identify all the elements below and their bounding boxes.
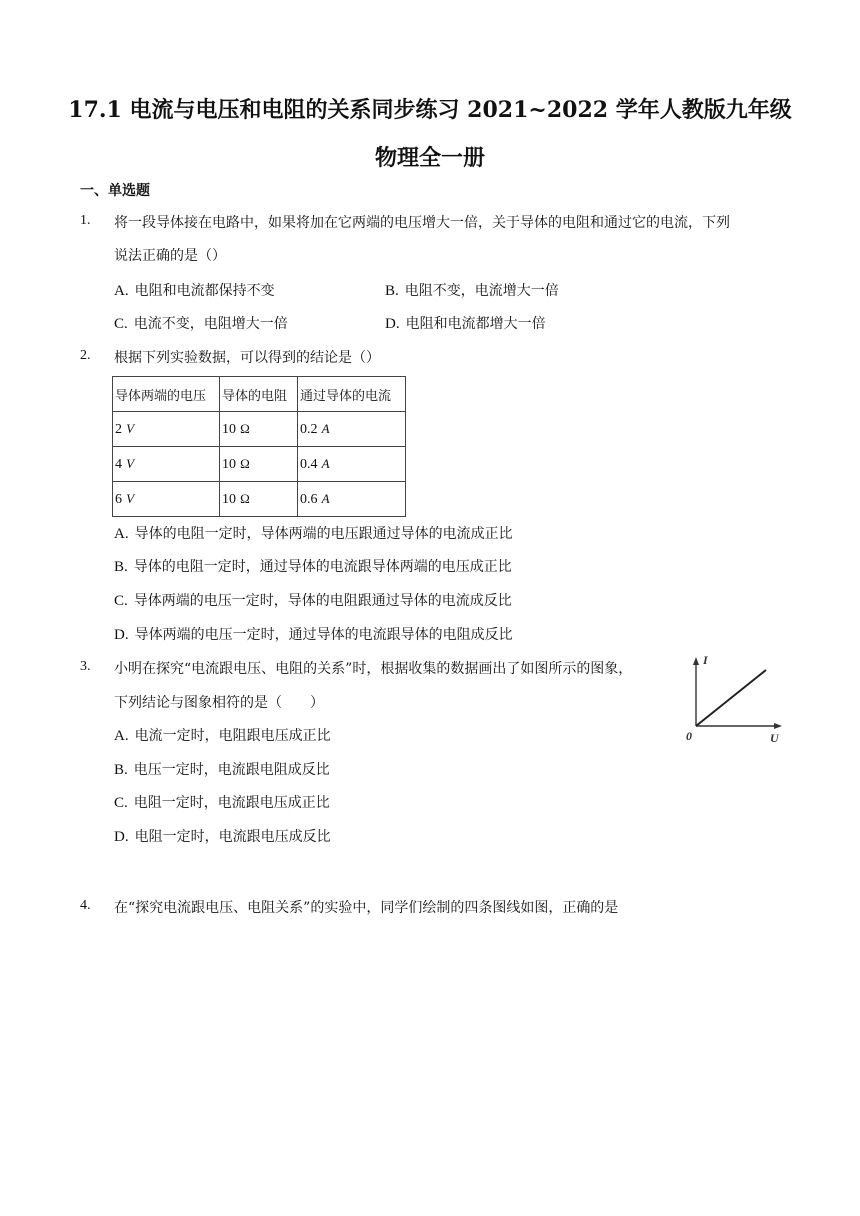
option-letter: B. xyxy=(385,283,399,299)
current-value: 0.4 xyxy=(300,456,318,472)
origin-label: 0 xyxy=(686,729,692,743)
current-cell xyxy=(298,482,406,517)
option-text: 电阻和电流都增大一倍 xyxy=(405,316,546,332)
voltage-cell xyxy=(113,447,220,482)
option-text: 电压一定时，电流跟电阻成反比 xyxy=(133,762,330,778)
resistance-unit: Ω xyxy=(240,420,250,436)
y-axis-arrow xyxy=(693,657,699,665)
resistance-unit: Ω xyxy=(240,455,250,471)
option-a[interactable] xyxy=(114,524,513,544)
resistance-unit: Ω xyxy=(240,490,250,506)
table-row xyxy=(113,447,406,482)
option-letter: D. xyxy=(114,627,129,643)
current-cell xyxy=(298,447,406,482)
option-letter: B. xyxy=(114,559,128,575)
table-header-cell: 导体的电阻 xyxy=(220,377,298,412)
section-heading: 一、单选题 xyxy=(80,183,150,199)
voltage-value: 2 xyxy=(115,421,122,437)
current-unit: A xyxy=(321,490,330,506)
option-text: 电阻和电流都保持不变 xyxy=(134,283,275,299)
option-letter: D. xyxy=(114,829,129,845)
table-header-cell: 导体两端的电压 xyxy=(113,377,220,412)
resistance-value: 10 xyxy=(222,421,236,437)
question-text-continued: 说法正确的是（） xyxy=(114,248,226,264)
current-unit: A xyxy=(321,455,330,471)
option-text: 导体的电阻一定时，通过导体的电流跟导体两端的电压成正比 xyxy=(133,559,512,575)
option-text: 电流不变，电阻增大一倍 xyxy=(133,316,288,332)
current-unit: A xyxy=(321,420,330,436)
table-row xyxy=(113,482,406,517)
voltage-unit: V xyxy=(126,490,135,506)
option-d[interactable] xyxy=(114,827,331,847)
x-axis-arrow xyxy=(774,723,782,729)
page-title xyxy=(40,86,820,182)
page-title-line1: 17.1 电流与电压和电阻的关系同步练习 2021~2022 学年人教版九年级 xyxy=(68,97,792,123)
page-title-line2: 物理全一册 xyxy=(374,145,485,171)
table-header-row xyxy=(113,377,406,412)
current-cell xyxy=(298,412,406,447)
option-letter: A. xyxy=(114,728,129,744)
option-letter: C. xyxy=(114,795,128,811)
question-number: 4. xyxy=(80,898,91,913)
option-b[interactable] xyxy=(114,760,330,780)
resistance-value: 10 xyxy=(222,491,236,507)
option-c[interactable] xyxy=(114,793,330,813)
question-number: 1. xyxy=(80,213,91,228)
option-d[interactable] xyxy=(385,314,546,334)
voltage-value: 6 xyxy=(115,491,122,507)
option-text: 导体两端的电压一定时，导体的电阻跟通过导体的电流成反比 xyxy=(133,593,512,609)
question-text: 将一段导体接在电路中，如果将加在它两端的电压增大一倍，关于导体的电阻和通过它的电流，下列 xyxy=(114,215,730,231)
question-number: 2. xyxy=(80,348,91,363)
voltage-unit: V xyxy=(126,420,135,436)
data-table xyxy=(112,376,406,517)
current-value: 0.6 xyxy=(300,491,318,507)
option-b[interactable] xyxy=(385,281,559,301)
current-value: 0.2 xyxy=(300,421,318,437)
option-letter: C. xyxy=(114,593,128,609)
voltage-cell xyxy=(113,412,220,447)
x-axis-label: U xyxy=(770,731,779,745)
option-a[interactable] xyxy=(114,281,275,301)
option-b[interactable] xyxy=(114,557,512,577)
table-row xyxy=(113,412,406,447)
option-letter: D. xyxy=(385,316,400,332)
option-text: 电流一定时，电阻跟电压成正比 xyxy=(134,728,331,744)
option-c[interactable] xyxy=(114,314,288,334)
option-letter: A. xyxy=(114,283,129,299)
resistance-cell xyxy=(220,482,298,517)
resistance-cell xyxy=(220,412,298,447)
option-text: 电阻一定时，电流跟电压成正比 xyxy=(133,795,330,811)
voltage-unit: V xyxy=(126,455,135,471)
option-d[interactable] xyxy=(114,625,513,645)
option-letter: C. xyxy=(114,316,128,332)
option-text: 导体两端的电压一定时，通过导体的电流跟导体的电阻成反比 xyxy=(134,627,513,643)
graph-line xyxy=(696,670,766,726)
question-text: 根据下列实验数据，可以得到的结论是（） xyxy=(114,350,380,366)
option-letter: A. xyxy=(114,526,129,542)
voltage-cell xyxy=(113,482,220,517)
table-header-cell: 通过导体的电流 xyxy=(298,377,406,412)
option-text: 导体的电阻一定时，导体两端的电压跟通过导体的电流成正比 xyxy=(134,526,513,542)
question-number: 3. xyxy=(80,659,91,674)
question-text: 在“探究电流跟电压、电阻关系”的实验中，同学们绘制的四条图线如图，正确的是 xyxy=(114,900,619,916)
option-letter: B. xyxy=(114,762,128,778)
option-text: 电阻不变，电流增大一倍 xyxy=(404,283,559,299)
option-c[interactable] xyxy=(114,591,512,611)
resistance-value: 10 xyxy=(222,456,236,472)
option-a[interactable] xyxy=(114,726,331,746)
y-axis-label: I xyxy=(703,653,708,667)
voltage-value: 4 xyxy=(115,456,122,472)
question-text-continued: 下列结论与图象相符的是（ ） xyxy=(114,695,324,711)
question-text: 小明在探究“电流跟电压、电阻的关系”时，根据收集的数据画出了如图所示的图象， xyxy=(114,661,633,677)
i-u-graph xyxy=(682,650,792,746)
resistance-cell xyxy=(220,447,298,482)
option-text: 电阻一定时，电流跟电压成反比 xyxy=(134,829,331,845)
